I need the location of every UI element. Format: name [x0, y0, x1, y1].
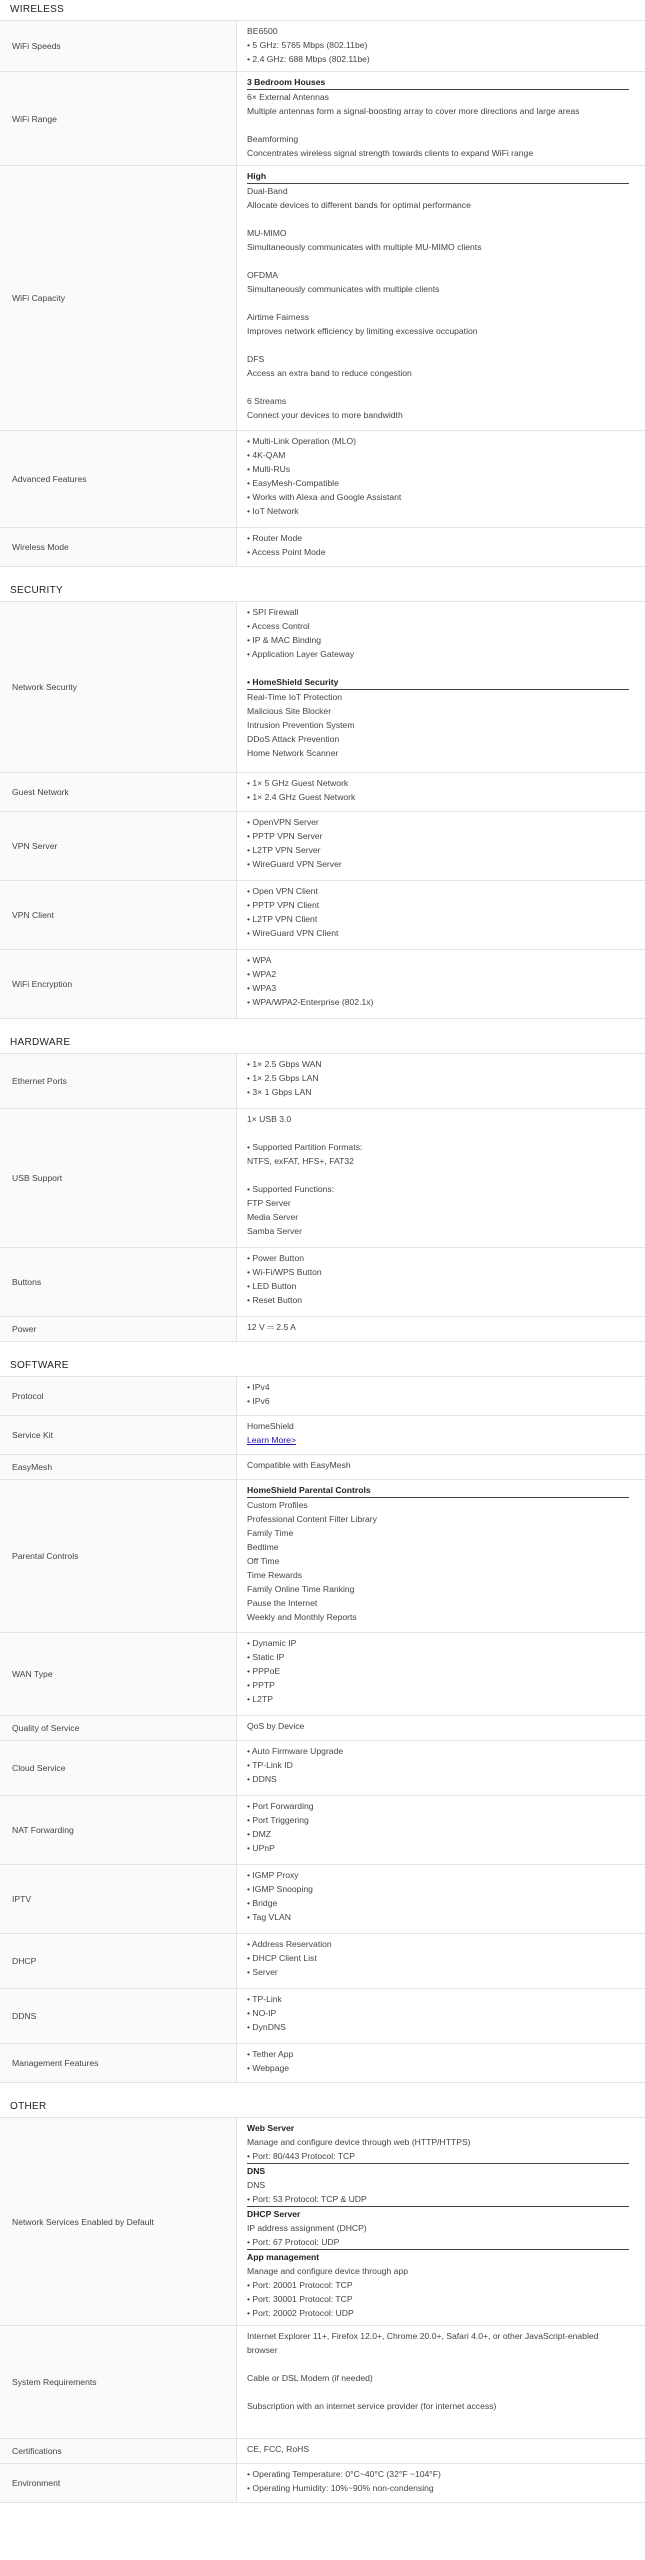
spec-line: Manage and configure device through web (HTTP/HTTPS) — [247, 2137, 471, 2147]
spec-row-easymesh — [0, 1455, 645, 1480]
spec-label: Quality of Service — [0, 1716, 237, 1740]
spec-line: • Access Point Mode — [247, 545, 635, 559]
spec-value — [237, 773, 645, 811]
spec-line: • L2TP — [247, 1692, 635, 1706]
spec-line: • Supported Functions: — [247, 1182, 635, 1196]
spec-line: • Reset Button — [247, 1293, 635, 1307]
spec-line: DDoS Attack Prevention — [247, 734, 340, 744]
spec-subheading: DHCP Server — [247, 2209, 301, 2219]
spec-value — [237, 1455, 645, 1479]
spec-row-parental-controls — [0, 1480, 645, 1633]
spec-line: • Access Control — [247, 619, 635, 633]
line-spacer — [247, 212, 635, 226]
spec-value — [237, 1865, 645, 1933]
spec-line: Dual-Band — [247, 186, 288, 196]
spec-value — [237, 1248, 645, 1316]
spec-value — [237, 1317, 645, 1341]
spec-value — [237, 2439, 645, 2463]
spec-line: • PPTP VPN Server — [247, 829, 635, 843]
spec-value — [237, 881, 645, 949]
spec-label: Ethernet Ports — [0, 1054, 237, 1108]
spec-line: • DHCP Client List — [247, 1951, 635, 1965]
spec-row-vpn-server — [0, 812, 645, 881]
spec-line: • Auto Firmware Upgrade — [247, 1744, 635, 1758]
spec-line: 6 Streams — [247, 396, 287, 406]
spec-line: • IP & MAC Binding — [247, 633, 635, 647]
spec-line: Off Time — [247, 1556, 280, 1566]
section-title: OTHER — [10, 2101, 47, 2112]
spec-value — [237, 1633, 645, 1715]
spec-line: • Webpage — [247, 2061, 635, 2075]
spec-line: Airtime Fairness — [247, 312, 310, 322]
line-spacer — [247, 380, 635, 394]
section-title: HARDWARE — [10, 1037, 71, 1048]
spec-label: Wireless Mode — [0, 528, 237, 566]
spec-line: DNS — [247, 2180, 266, 2190]
spec-value — [237, 2326, 645, 2438]
spec-line: • Port: 20001 Protocol: TCP — [247, 2278, 635, 2292]
spec-line: QoS by Device — [247, 1721, 305, 1731]
spec-value — [237, 2464, 645, 2502]
spec-line: • PPTP VPN Client — [247, 898, 635, 912]
line-spacer — [247, 2385, 635, 2399]
section-title: SOFTWARE — [10, 1360, 69, 1371]
spec-line: • TP-Link — [247, 1992, 635, 2006]
line-spacer — [247, 254, 635, 268]
line-spacer — [247, 118, 635, 132]
spec-line: OFDMA — [247, 270, 279, 280]
spec-line: Subscription with an internet service provider (for internet access) — [247, 2401, 497, 2411]
spec-value — [237, 1741, 645, 1795]
spec-line: Pause the Internet — [247, 1598, 318, 1608]
spec-line: • Multi-Link Operation (MLO) — [247, 434, 635, 448]
spec-line: • IPv6 — [247, 1394, 635, 1408]
spec-value — [237, 1054, 645, 1108]
spec-row-ddns — [0, 1989, 645, 2044]
spec-line: • 3× 1 Gbps LAN — [247, 1085, 635, 1099]
spec-line: • WPA2 — [247, 967, 635, 981]
spec-line: • Address Reservation — [247, 1937, 635, 1951]
spec-line: • Port: 30001 Protocol: TCP — [247, 2292, 635, 2306]
spec-table — [0, 20, 645, 567]
spec-row-vpn-client — [0, 881, 645, 950]
spec-line: browser — [247, 2345, 278, 2355]
spec-line: • L2TP VPN Client — [247, 912, 635, 926]
spec-line: Simultaneously communicates with multiple clients — [247, 284, 440, 294]
spec-row-network-services-enabled-by-default — [0, 2118, 645, 2326]
spec-value — [237, 1716, 645, 1740]
spec-label: NAT Forwarding — [0, 1796, 237, 1864]
line-spacer — [247, 296, 635, 310]
spec-subheading: • HomeShield Security — [247, 675, 629, 690]
spec-value — [237, 602, 645, 772]
spec-line: • Static IP — [247, 1650, 635, 1664]
spec-table — [0, 601, 645, 1019]
spec-row-system-requirements — [0, 2326, 645, 2439]
spec-line: • 1× 5 GHz Guest Network — [247, 776, 635, 790]
spec-row-wifi-encryption — [0, 950, 645, 1019]
spec-line: • Server — [247, 1965, 635, 1979]
spec-line: BE6500 — [247, 26, 278, 36]
spec-row-wireless-mode — [0, 528, 645, 567]
spec-label: Protocol — [0, 1377, 237, 1415]
spec-row-wan-type — [0, 1633, 645, 1716]
spec-line: Malicious Site Blocker — [247, 706, 332, 716]
spec-value — [237, 950, 645, 1018]
spec-line: HomeShield — [247, 1421, 294, 1431]
spec-line: DFS — [247, 354, 265, 364]
spec-row-wifi-speeds — [0, 21, 645, 72]
spec-label: Environment — [0, 2464, 237, 2502]
spec-label: WAN Type — [0, 1633, 237, 1715]
spec-line: • Operating Temperature: 0°C~40°C (32°F ~104°F) — [247, 2467, 635, 2481]
spec-line: • Port: 20002 Protocol: UDP — [247, 2306, 635, 2320]
spec-row-ethernet-ports — [0, 1054, 645, 1109]
spec-line: Improves network efficiency by limiting excessive occupation — [247, 326, 478, 336]
spec-line: • Port: 80/443 Protocol: TCP — [247, 2149, 629, 2164]
spec-line: • Port: 53 Protocol: TCP & UDP — [247, 2192, 629, 2207]
section-wireless — [0, 0, 645, 567]
spec-line: • Bridge — [247, 1896, 635, 1910]
spec-label: WiFi Encryption — [0, 950, 237, 1018]
spec-line: • WPA3 — [247, 981, 635, 995]
spec-row-cloud-service — [0, 1741, 645, 1796]
spec-line: IP address assignment (DHCP) — [247, 2223, 367, 2233]
spec-line: Samba Server — [247, 1226, 302, 1236]
spec-line: • WPA/WPA2-Enterprise (802.1x) — [247, 995, 635, 1009]
spec-line: • 1× 2.4 GHz Guest Network — [247, 790, 635, 804]
spec-row-dhcp — [0, 1934, 645, 1989]
spec-value — [237, 1480, 645, 1632]
spec-label: DDNS — [0, 1989, 237, 2043]
spec-line: • LED Button — [247, 1279, 635, 1293]
section-software — [0, 1356, 645, 2083]
line-spacer — [247, 1168, 635, 1182]
spec-line: Real-Time IoT Protection — [247, 692, 343, 702]
spec-table — [0, 2117, 645, 2503]
spec-line: • Works with Alexa and Google Assistant — [247, 490, 635, 504]
spec-row-protocol — [0, 1377, 645, 1416]
section-title: WIRELESS — [10, 4, 65, 15]
spec-line: • IGMP Proxy — [247, 1868, 635, 1882]
spec-line: FTP Server — [247, 1198, 291, 1208]
spec-line: Access an extra band to reduce congestion — [247, 368, 412, 378]
line-spacer — [247, 338, 635, 352]
spec-subheading: Web Server — [247, 2123, 295, 2133]
spec-line: • DynDNS — [247, 2020, 635, 2034]
spec-line: • DDNS — [247, 1772, 635, 1786]
spec-row-guest-network — [0, 773, 645, 812]
spec-line: • L2TP VPN Server — [247, 843, 635, 857]
spec-line: Professional Content Filter Library — [247, 1514, 377, 1524]
spec-table — [0, 1376, 645, 2083]
spec-line: NTFS, exFAT, HFS+, FAT32 — [247, 1156, 354, 1166]
spec-label: Cloud Service — [0, 1741, 237, 1795]
spec-line: • Tag VLAN — [247, 1910, 635, 1924]
spec-line: Connect your devices to more bandwidth — [247, 410, 403, 420]
spec-label: EasyMesh — [0, 1455, 237, 1479]
spec-value — [237, 1416, 645, 1454]
spec-value — [237, 166, 645, 430]
spec-label: Power — [0, 1317, 237, 1341]
spec-line: • 5 GHz: 5765 Mbps (802.11be) — [247, 38, 635, 52]
spec-row-buttons — [0, 1248, 645, 1317]
spec-subheading: DNS — [247, 2166, 266, 2176]
spec-line: • Port Triggering — [247, 1813, 635, 1827]
spec-line: • IPv4 — [247, 1380, 635, 1394]
spec-line: • 1× 2.5 Gbps WAN — [247, 1057, 635, 1071]
spec-line: • PPTP — [247, 1678, 635, 1692]
spec-line: • Open VPN Client — [247, 884, 635, 898]
spec-line: • 1× 2.5 Gbps LAN — [247, 1071, 635, 1085]
section-security — [0, 581, 645, 1019]
spec-subheading: App management — [247, 2252, 320, 2262]
spec-row-service-kit — [0, 1416, 645, 1455]
spec-line: • Router Mode — [247, 531, 635, 545]
spec-line: Intrusion Prevention System — [247, 720, 355, 730]
spec-row-certifications — [0, 2439, 645, 2464]
spec-line: • Power Button — [247, 1251, 635, 1265]
spec-line: • Operating Humidity: 10%~90% non-condensing — [247, 2481, 635, 2495]
spec-line: 12 V ⎓ 2.5 A — [247, 1322, 296, 1332]
spec-line: Weekly and Monthly Reports — [247, 1612, 357, 1622]
spec-line: Custom Profiles — [247, 1500, 308, 1510]
spec-line: • Tether App — [247, 2047, 635, 2061]
spec-row-advanced-features — [0, 431, 645, 528]
line-spacer — [247, 661, 635, 675]
spec-line: • TP-Link ID — [247, 1758, 635, 1772]
spec-line: • Multi-RUs — [247, 462, 635, 476]
line-spacer — [247, 1126, 635, 1140]
spec-line: • WireGuard VPN Server — [247, 857, 635, 871]
spec-line: Multiple antennas form a signal-boosting array to cover more directions and large areas — [247, 106, 580, 116]
spec-value — [237, 1109, 645, 1247]
spec-line: • Application Layer Gateway — [247, 647, 635, 661]
section-other — [0, 2097, 645, 2503]
spec-row-power — [0, 1317, 645, 1342]
spec-value — [237, 1377, 645, 1415]
spec-label: Certifications — [0, 2439, 237, 2463]
spec-row-usb-support — [0, 1109, 645, 1248]
section-hardware — [0, 1033, 645, 1342]
spec-line: • OpenVPN Server — [247, 815, 635, 829]
spec-label: VPN Client — [0, 881, 237, 949]
spec-label: Network Services Enabled by Default — [0, 2118, 237, 2325]
spec-line: Beamforming — [247, 134, 299, 144]
spec-line: • EasyMesh-Compatible — [247, 476, 635, 490]
spec-row-iptv — [0, 1865, 645, 1934]
spec-label: Advanced Features — [0, 431, 237, 527]
spec-line: • IoT Network — [247, 504, 635, 518]
spec-subheading: HomeShield Parental Controls — [247, 1483, 629, 1498]
spec-label: VPN Server — [0, 812, 237, 880]
spec-subheading: 3 Bedroom Houses — [247, 75, 629, 90]
spec-label: USB Support — [0, 1109, 237, 1247]
spec-line: Bedtime — [247, 1542, 279, 1552]
spec-line: Compatible with EasyMesh — [247, 1460, 351, 1470]
spec-value — [237, 1934, 645, 1988]
spec-line: Internet Explorer 11+, Firefox 12.0+, Chrome 20.0+, Safari 4.0+, or other JavaScript-enabled — [247, 2331, 599, 2341]
spec-line: • IGMP Snooping — [247, 1882, 635, 1896]
spec-line: Manage and configure device through app — [247, 2266, 409, 2276]
spec-line: MU-MIMO — [247, 228, 287, 238]
spec-value — [237, 2118, 645, 2325]
spec-line: Home Network Scanner — [247, 748, 339, 758]
spec-label: IPTV — [0, 1865, 237, 1933]
spec-line: • Port: 67 Protocol: UDP — [247, 2235, 629, 2250]
spec-line: • Wi-Fi/WPS Button — [247, 1265, 635, 1279]
spec-value — [237, 72, 645, 165]
spec-line: Cable or DSL Modem (if needed) — [247, 2373, 373, 2383]
spec-table — [0, 1053, 645, 1342]
spec-line: Simultaneously communicates with multiple MU-MIMO clients — [247, 242, 482, 252]
spec-value — [237, 1796, 645, 1864]
spec-label: Network Security — [0, 602, 237, 772]
spec-line: • WireGuard VPN Client — [247, 926, 635, 940]
spec-line: • Dynamic IP — [247, 1636, 635, 1650]
spec-line: • 4K-QAM — [247, 448, 635, 462]
spec-row-wifi-capacity — [0, 166, 645, 431]
learn-more-link[interactable]: Learn More> — [247, 1435, 296, 1445]
spec-line: Time Rewards — [247, 1570, 303, 1580]
spec-line: • SPI Firewall — [247, 605, 635, 619]
spec-value — [237, 1989, 645, 2043]
spec-label: DHCP — [0, 1934, 237, 1988]
spec-row-network-security — [0, 602, 645, 773]
spec-line: • WPA — [247, 953, 635, 967]
spec-line: Concentrates wireless signal strength towards clients to expand WiFi range — [247, 148, 534, 158]
spec-row-wifi-range — [0, 72, 645, 166]
spec-label: Guest Network — [0, 773, 237, 811]
spec-line: • PPPoE — [247, 1664, 635, 1678]
spec-value — [237, 21, 645, 71]
spec-value — [237, 812, 645, 880]
spec-line: Media Server — [247, 1212, 299, 1222]
spec-line: Family Online Time Ranking — [247, 1584, 355, 1594]
spec-line: • DMZ — [247, 1827, 635, 1841]
spec-row-management-features — [0, 2044, 645, 2083]
spec-line: • Port Forwarding — [247, 1799, 635, 1813]
spec-line: Allocate devices to different bands for optimal performance — [247, 200, 471, 210]
spec-line: • 2.4 GHz: 688 Mbps (802.11be) — [247, 52, 635, 66]
spec-line: Family Time — [247, 1528, 294, 1538]
spec-label: System Requirements — [0, 2326, 237, 2438]
spec-row-nat-forwarding — [0, 1796, 645, 1865]
spec-label: WiFi Capacity — [0, 166, 237, 430]
spec-row-quality-of-service — [0, 1716, 645, 1741]
spec-line: 1× USB 3.0 — [247, 1114, 292, 1124]
spec-value — [237, 431, 645, 527]
spec-label: Management Features — [0, 2044, 237, 2082]
line-spacer — [247, 2357, 635, 2371]
spec-row-environment — [0, 2464, 645, 2503]
spec-label: WiFi Range — [0, 72, 237, 165]
spec-line: • Supported Partition Formats: — [247, 1140, 635, 1154]
spec-label: Service Kit — [0, 1416, 237, 1454]
spec-line: 6× External Antennas — [247, 92, 329, 102]
spec-line: • NO-IP — [247, 2006, 635, 2020]
spec-label: WiFi Speeds — [0, 21, 237, 71]
spec-label: Buttons — [0, 1248, 237, 1316]
spec-value — [237, 2044, 645, 2082]
spec-line: CE, FCC, RoHS — [247, 2444, 310, 2454]
spec-value — [237, 528, 645, 566]
spec-label: Parental Controls — [0, 1480, 237, 1632]
spec-line: • UPnP — [247, 1841, 635, 1855]
section-title: SECURITY — [10, 585, 63, 596]
spec-subheading: High — [247, 169, 629, 184]
